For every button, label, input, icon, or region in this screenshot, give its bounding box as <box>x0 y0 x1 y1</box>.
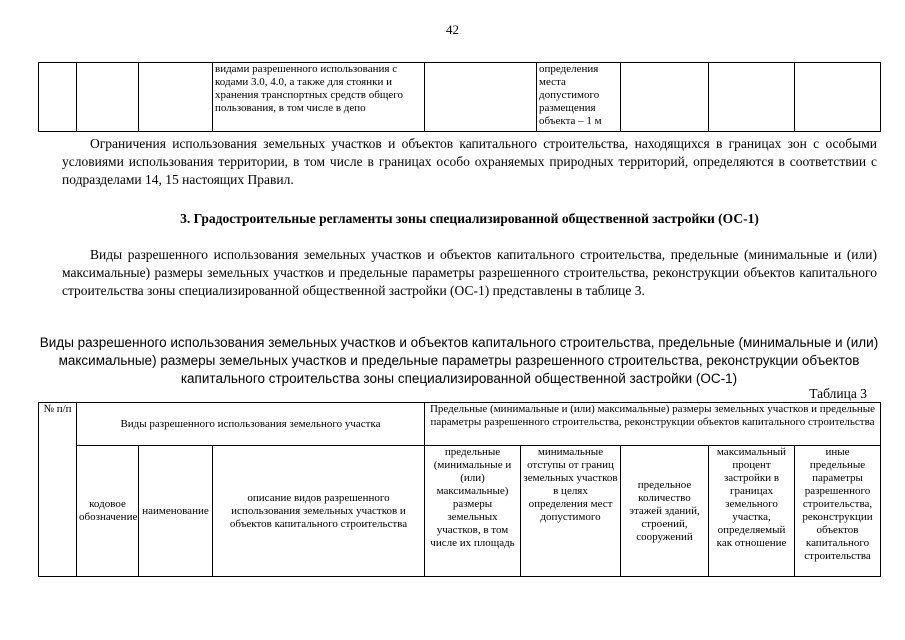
header-plot-size: предельные (минимальные и (или) максимальные) размеры земельных участков, в том числе их площадь <box>425 446 521 577</box>
header-name: наименование <box>139 446 213 577</box>
header-code: кодовое обозначение <box>77 446 139 577</box>
header-limits: Предельные (минимальные и (или) максимальные) размеры земельных участков и предельные параметры разрешенного строительства, реконструкции объектов капитального строительства <box>425 403 881 446</box>
table-cell <box>795 63 881 132</box>
table-cell <box>39 63 77 132</box>
table-caption: Виды разрешенного использования земельных участков и объектов капитального строительства, предельные (минимальные и (или) максимальные) размеры земельных участков и предельные параметры разрешенного строительства, реконструкции объектов капитального строительства зоны специализированной общественной застройки (ОС-1) <box>39 335 879 386</box>
table-header-row <box>39 403 881 446</box>
header-use-types: Виды разрешенного использования земельного участка <box>77 403 425 446</box>
section-heading: 3. Градостроительные регламенты зоны специализированной общественной застройки (ОС-1) <box>180 211 759 226</box>
header-coverage: максимальный процент застройки в границах земельного участка, определяемый как отношение <box>709 446 795 577</box>
table-subheader-row <box>39 446 881 577</box>
table-cell <box>425 63 537 132</box>
table-cell <box>139 63 213 132</box>
table-cell-description: видами разрешенного использования с кодами 3.0, 4.0, а также для стоянки и хранения транспортных средств общего пользования, в том числе в депо <box>213 63 425 132</box>
paragraph-intro: Виды разрешенного использования земельных участков и объектов капитального строительства, предельные (минимальные и (или) максимальные) размеры земельных участков и предельные параметры разрешенного строительства, реконструкции объектов капитального строительства зоны специализированной общественной застройки (ОС-1) представлены в таблице 3. <box>62 247 877 298</box>
table-cell <box>709 63 795 132</box>
table-cell-setbacks: определения места допустимого размещения объекта – 1 м <box>537 63 621 132</box>
table-cell <box>77 63 139 132</box>
header-other: иные предельные параметры разрешенного строительства, реконструкции объектов капитального строительства <box>795 446 881 577</box>
header-floors: предельное количество этажей зданий, строений, сооружений <box>621 446 709 577</box>
table-label: Таблица 3 <box>809 386 867 401</box>
page-number: 42 <box>446 22 459 37</box>
table-row <box>39 63 881 132</box>
table-cell <box>621 63 709 132</box>
regulations-table <box>38 402 881 577</box>
header-number: № п/п <box>39 403 77 577</box>
header-description: описание видов разрешенного использования земельных участков и объектов капитального строительства <box>213 446 425 577</box>
paragraph-restrictions: Ограничения использования земельных участков и объектов капитального строительства, находящихся в границах зон с особыми условиями использования территории, в том числе в границах особо охраняемых природных территорий, определяются в соответствии с подразделами 14, 15 настоящих Правил. <box>62 136 877 187</box>
header-setbacks: минимальные отступы от границ земельных участков в целях определения мест допустимого <box>521 446 621 577</box>
continuation-table <box>38 62 881 132</box>
